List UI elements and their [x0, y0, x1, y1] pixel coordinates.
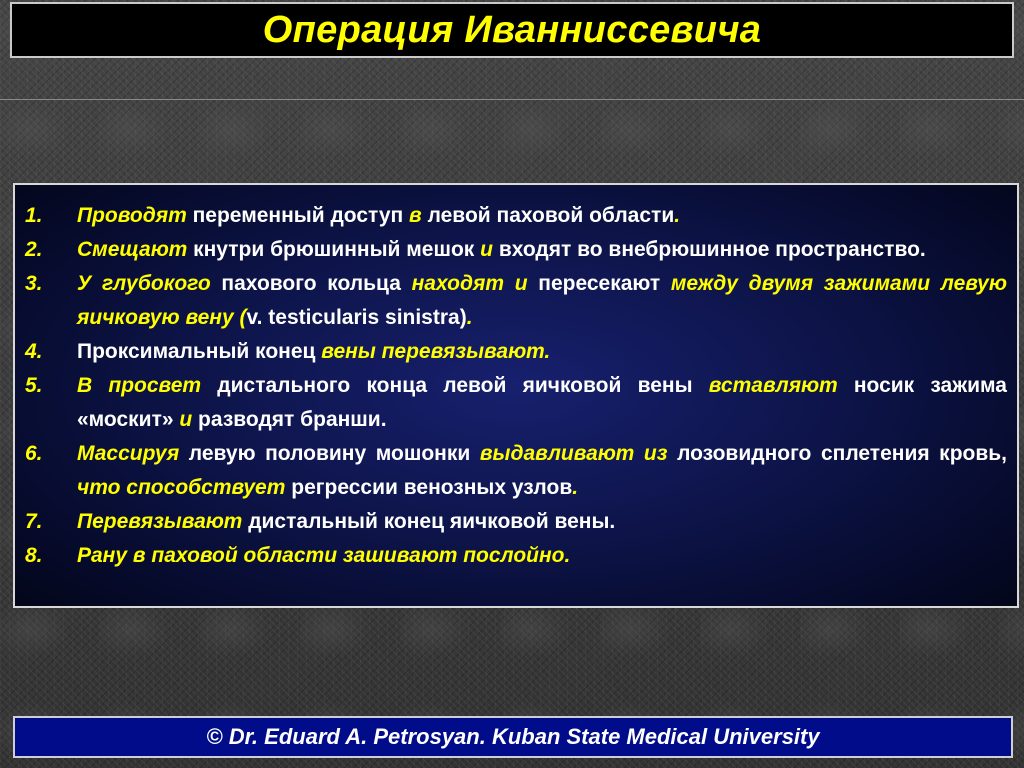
step-number: 8.	[25, 544, 43, 567]
step-fragment: в	[409, 204, 422, 227]
step-fragment: пересекают	[527, 272, 671, 295]
step-text	[77, 199, 1007, 233]
step-fragment: регрессии венозных узлов	[285, 476, 573, 499]
step-fragment: что способствует	[77, 476, 286, 499]
step-number: 1.	[25, 204, 43, 227]
step-fragment: дистальный конец яичковой вены.	[242, 510, 616, 533]
step-text	[77, 267, 1007, 335]
step-item	[25, 335, 1007, 369]
step-number: 7.	[25, 510, 43, 533]
step-fragment: лозовидного сплетения кровь,	[667, 442, 1008, 465]
step-fragment: Рану в паховой области зашивают послойно.	[77, 544, 571, 567]
step-fragment: В просвет	[77, 374, 202, 397]
step-fragment: Проводят	[77, 204, 187, 227]
step-text	[77, 539, 1007, 573]
step-fragment: v. testicularis sinistra)	[246, 306, 467, 329]
step-number: 5.	[25, 374, 43, 397]
step-fragment: разводят бранши.	[192, 408, 387, 431]
step-fragment: .	[572, 476, 579, 499]
step-fragment: находят и	[411, 272, 528, 295]
title-bar	[10, 2, 1014, 58]
step-fragment: кнутри брюшинный мешок	[187, 238, 481, 261]
step-fragment: Смещают	[77, 238, 188, 261]
step-number: 6.	[25, 442, 43, 465]
step-fragment: Перевязывают	[77, 510, 243, 533]
step-item	[25, 505, 1007, 539]
step-fragment: .	[466, 306, 473, 329]
step-fragment: вставляют	[708, 374, 838, 397]
separator-line	[0, 99, 1024, 100]
slide-title: Операция Иванниссевича	[262, 8, 762, 51]
footer-bar	[13, 716, 1013, 758]
step-text	[77, 233, 1007, 267]
step-fragment: дистального конца левой яичковой вены	[201, 374, 709, 397]
step-fragment: Проксимальный конец	[77, 340, 322, 363]
step-fragment: Массируя	[77, 442, 180, 465]
step-text	[77, 437, 1007, 505]
step-fragment: .	[674, 204, 681, 227]
step-fragment: пахового кольца	[210, 272, 412, 295]
step-text	[77, 369, 1007, 437]
step-fragment: между двумя зажимами левую яичковую вену (	[77, 272, 1007, 329]
step-number: 2.	[25, 238, 43, 261]
step-item	[25, 539, 1007, 573]
step-item	[25, 437, 1007, 505]
step-fragment: и	[480, 238, 493, 261]
step-number: 3.	[25, 272, 43, 295]
step-fragment: носик зажима «москит»	[77, 374, 1007, 431]
step-text	[77, 505, 1007, 539]
copyright-text: © Dr. Eduard A. Petrosyan. Kuban State Medical University	[206, 724, 820, 749]
step-item	[25, 199, 1007, 233]
step-text	[77, 335, 1007, 369]
step-item	[25, 369, 1007, 437]
step-item	[25, 233, 1007, 267]
step-fragment: переменный доступ	[186, 204, 410, 227]
step-fragment: левой паховой области	[421, 204, 675, 227]
steps-panel	[13, 183, 1019, 608]
step-fragment: выдавливают из	[479, 442, 668, 465]
step-number: 4.	[25, 340, 43, 363]
step-fragment: вены перевязывают.	[321, 340, 551, 363]
step-item	[25, 267, 1007, 335]
step-fragment: и	[179, 408, 193, 431]
step-fragment: левую половину мошонки	[179, 442, 480, 465]
step-fragment: У глубокого	[77, 272, 211, 295]
step-fragment: входят во внебрюшинное пространство.	[492, 238, 926, 261]
